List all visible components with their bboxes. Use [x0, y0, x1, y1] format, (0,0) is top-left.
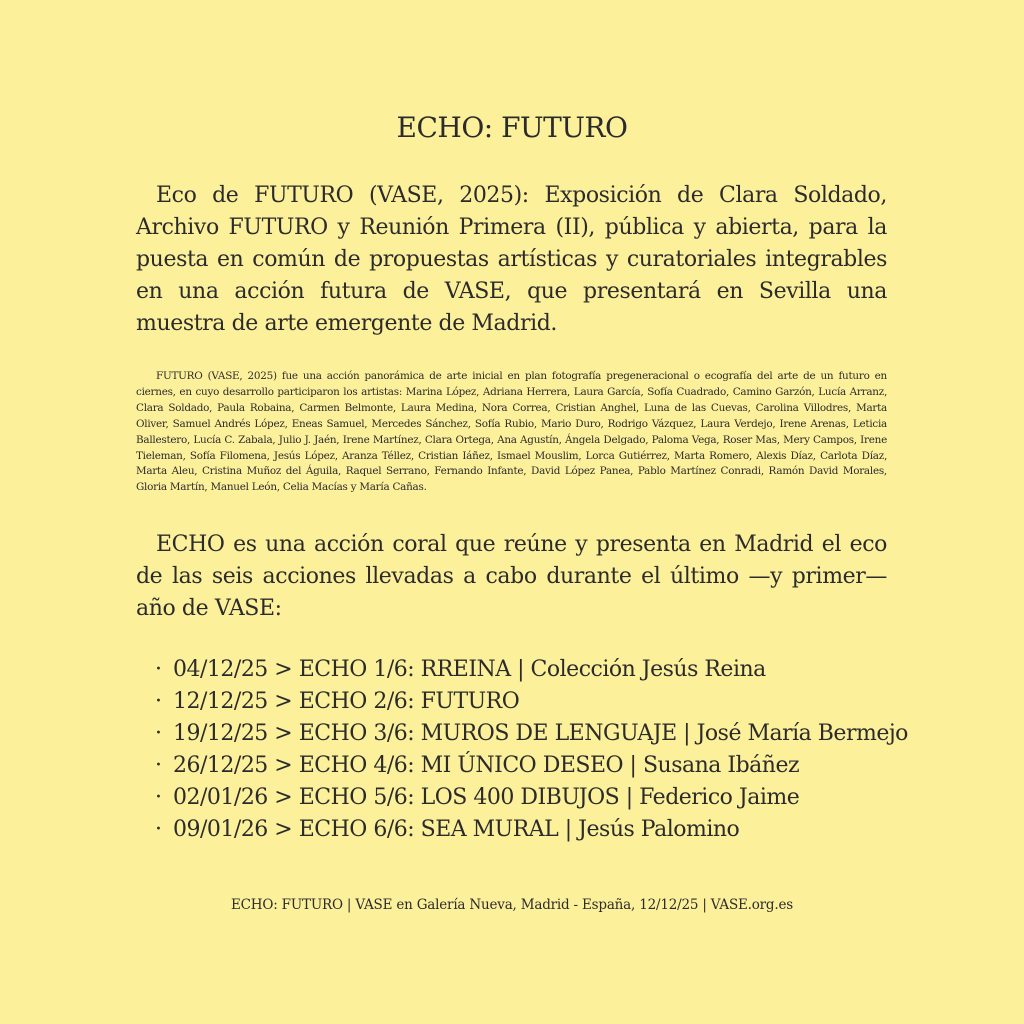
artists-note-paragraph: FUTURO (VASE, 2025) fue una acción panorámica de arte inicial en plan fotografía pregeneracional o ecografía del arte de un futuro en ciernes, en cuyo desarrollo participaron los artistas: Marina López, Adriana Herrera, Laura García, Sofía Cuadrado, Camino Garzón, Lucía Arranz, Clara Soldado, Paula Robaina, Carmen Belmonte, Laura Medina, Nora Correa, Cristian Anghel, Luna de las Cuevas, Carolina Villodres, Marta Oliver, Samuel Andrés López, Eneas Samuel, Mercedes Sánchez, Sofía Rubio, Mario Duro, Rodrigo Vázquez, Laura Verdejo, Irene Arenas, Leticia Ballestero, Lucía C. Zabala, Julio J. Jaén, Irene Martínez, Clara Ortega, Ana Agustín, Ángela Delgado, Paloma Vega, Roser Mas, Mery Campos, Irene Tieleman, Sofía Filomena, Jesús López, Aranza Téllez, Cristian Iáñez, Ismael Mouslim, Lorca Gutiérrez, Marta Romero, Alexis Díaz, Carlota Díaz, Marta Aleu, Cristina Muñoz del Águila, Raquel Serrano, Fernando Infante, David López Panea, Pablo Martínez Conradi, Ramón David Morales, Gloria Martín, Manuel León, Celia Macías y María Cañas.: [136, 370, 887, 494]
schedule-item-text: 19/12/25 > ECHO 3/6: MUROS DE LENGUAJE | José María Bermejo: [173, 721, 908, 746]
intro-paragraph: Eco de FUTURO (VASE, 2025): Exposición de Clara Soldado, Archivo FUTURO y Reunión Primera (II), pública y abierta, para la puesta en común de propuestas artísticas y curatoriales integrables en una acción futura de VASE, que presentará en Sevilla una muestra de arte emergente de Madrid.: [136, 183, 887, 336]
schedule-item: [152, 814, 892, 846]
schedule-item: [152, 654, 892, 686]
bullet-icon: ·: [155, 817, 162, 842]
bullet-icon: ·: [155, 785, 162, 810]
bullet-icon: ·: [155, 689, 162, 714]
bullet-icon: ·: [155, 657, 162, 682]
schedule-item-text: 26/12/25 > ECHO 4/6: MI ÚNICO DESEO | Susana Ibáñez: [173, 753, 800, 778]
bullet-icon: ·: [155, 753, 162, 778]
schedule-item-text: 09/01/26 > ECHO 6/6: SEA MURAL | Jesús Palomino: [173, 817, 740, 842]
echo-intro-paragraph: ECHO es una acción coral que reúne y presenta en Madrid el eco de las seis acciones llevadas a cabo durante el último —y primer— año de VASE:: [136, 532, 887, 621]
schedule-item-text: 12/12/25 > ECHO 2/6: FUTURO: [173, 689, 520, 714]
schedule-item-text: 04/12/25 > ECHO 1/6: RREINA | Colección Jesús Reina: [173, 657, 766, 682]
schedule-list: [152, 654, 908, 846]
schedule-item: [152, 686, 892, 718]
schedule-item-text: 02/01/26 > ECHO 5/6: LOS 400 DIBUJOS | Federico Jaime: [173, 785, 800, 810]
schedule-item: [152, 782, 892, 814]
schedule-item: [152, 718, 908, 750]
schedule-item: [152, 750, 892, 782]
page-footer: ECHO: FUTURO | VASE en Galería Nueva, Madrid - España, 12/12/25 | VASE.org.es: [231, 897, 793, 913]
page-title: ECHO: FUTURO: [396, 111, 628, 144]
bullet-icon: ·: [155, 721, 162, 746]
